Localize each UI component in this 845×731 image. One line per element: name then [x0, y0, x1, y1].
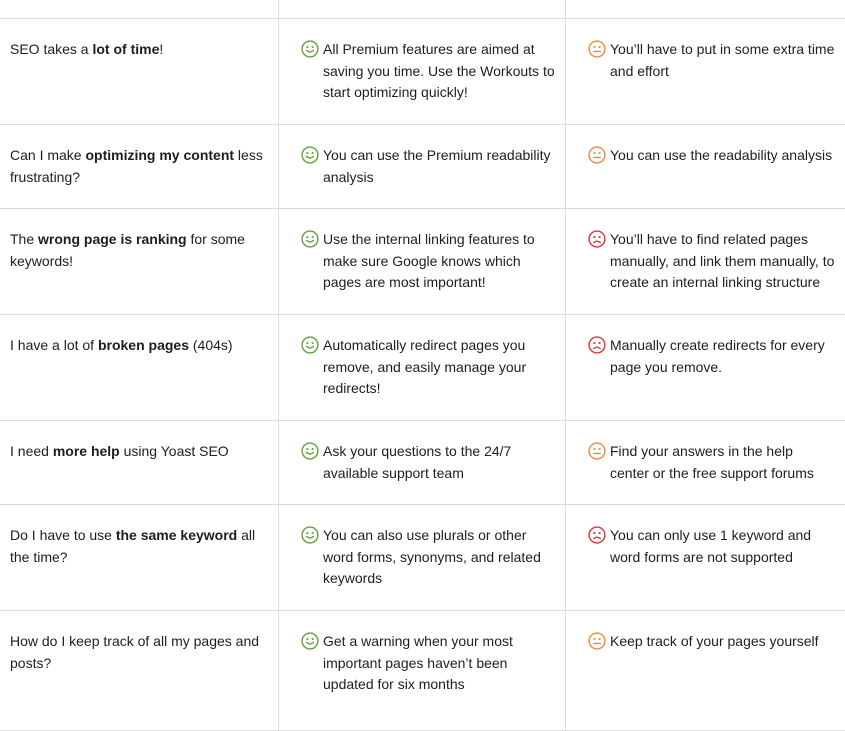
free-answer-cell [565, 421, 845, 504]
question-emphasis: broken pages [97, 337, 189, 353]
premium-answer-text: Get a warning when your most important pages haven’t been updated for six months [323, 633, 513, 692]
premium-answer-text: Use the internal linking features to make sure Google knows which pages are most important! [323, 231, 535, 290]
smiley-sad-icon [588, 526, 606, 544]
free-answer-text: You can only use 1 keyword and word forms are not supported [610, 527, 812, 565]
question-text: using Yoast SEO [119, 443, 229, 459]
premium-answer-cell [278, 209, 565, 314]
question-text: I have a lot of [10, 337, 98, 353]
table-header-row [0, 0, 845, 19]
question-cell [0, 421, 278, 504]
premium-answer-cell [278, 315, 565, 420]
question-cell [0, 125, 278, 208]
question-emphasis: the same keyword [115, 527, 238, 543]
free-answer-text: You’ll have to find related pages manually, and link them manually, to create an internal linking structure [610, 231, 835, 290]
smiley-neutral-icon [588, 632, 606, 650]
table-cell [278, 0, 565, 18]
table-row [0, 125, 845, 209]
premium-answer-cell [278, 505, 565, 610]
premium-answer-cell [278, 421, 565, 504]
smiley-neutral-icon [588, 40, 606, 58]
question-cell [0, 209, 278, 314]
smiley-happy-icon [301, 442, 319, 460]
smiley-sad-icon [588, 230, 606, 248]
table-row [0, 505, 845, 611]
smiley-happy-icon [301, 40, 319, 58]
question-emphasis: optimizing my content [85, 147, 235, 163]
free-answer-cell [565, 209, 845, 314]
premium-answer-cell [278, 611, 565, 730]
question-text: for some keywords! [10, 231, 245, 269]
premium-answer-cell [278, 125, 565, 208]
premium-answer-text: You can also use plurals or other word forms, synonyms, and related keywords [323, 527, 541, 586]
smiley-happy-icon [301, 632, 319, 650]
free-answer-text: You can use the readability analysis [610, 147, 833, 163]
premium-answer-cell [278, 19, 565, 124]
free-answer-cell [565, 505, 845, 610]
smiley-happy-icon [301, 526, 319, 544]
table-body [0, 19, 845, 731]
premium-answer-text: All Premium features are aimed at saving you time. Use the Workouts to start optimizing quickly! [323, 41, 555, 100]
table-row [0, 611, 845, 731]
question-cell [0, 611, 278, 730]
table-cell [565, 0, 845, 18]
premium-answer-text: You can use the Premium readability analysis [323, 147, 551, 185]
question-text: Do I have to use [10, 527, 116, 543]
free-answer-text: Find your answers in the help center or the free support forums [610, 443, 814, 481]
question-text: The [10, 231, 39, 247]
table-row [0, 421, 845, 505]
question-text: less frustrating? [10, 147, 263, 185]
question-text: Can I make [10, 147, 86, 163]
table-cell [0, 0, 278, 18]
question-text: How do I keep track of all my pages and posts? [10, 633, 260, 671]
question-cell [0, 19, 278, 124]
smiley-neutral-icon [588, 442, 606, 460]
smiley-neutral-icon [588, 146, 606, 164]
question-cell [0, 315, 278, 420]
premium-answer-text: Automatically redirect pages you remove, and easily manage your redirects! [323, 337, 527, 396]
table-row [0, 19, 845, 125]
question-emphasis: more help [52, 443, 120, 459]
premium-answer-text: Ask your questions to the 24/7 available support team [323, 443, 512, 481]
table-row [0, 209, 845, 315]
table-row [0, 315, 845, 421]
free-answer-cell [565, 125, 845, 208]
free-answer-cell [565, 611, 845, 730]
question-text: (404s) [188, 337, 233, 353]
question-text: all the time? [10, 527, 256, 565]
question-emphasis: wrong page is ranking [38, 231, 187, 247]
question-text: I need [10, 443, 53, 459]
smiley-happy-icon [301, 146, 319, 164]
free-answer-text: Keep track of your pages yourself [610, 633, 819, 649]
free-answer-text: Manually create redirects for every page you remove. [610, 337, 825, 375]
question-emphasis: lot of time [92, 41, 160, 57]
question-cell [0, 505, 278, 610]
free-answer-text: You’ll have to put in some extra time and effort [610, 41, 835, 79]
free-answer-cell [565, 19, 845, 124]
question-text: ! [159, 41, 164, 57]
free-answer-cell [565, 315, 845, 420]
smiley-happy-icon [301, 336, 319, 354]
smiley-happy-icon [301, 230, 319, 248]
smiley-sad-icon [588, 336, 606, 354]
question-text: SEO takes a [10, 41, 93, 57]
